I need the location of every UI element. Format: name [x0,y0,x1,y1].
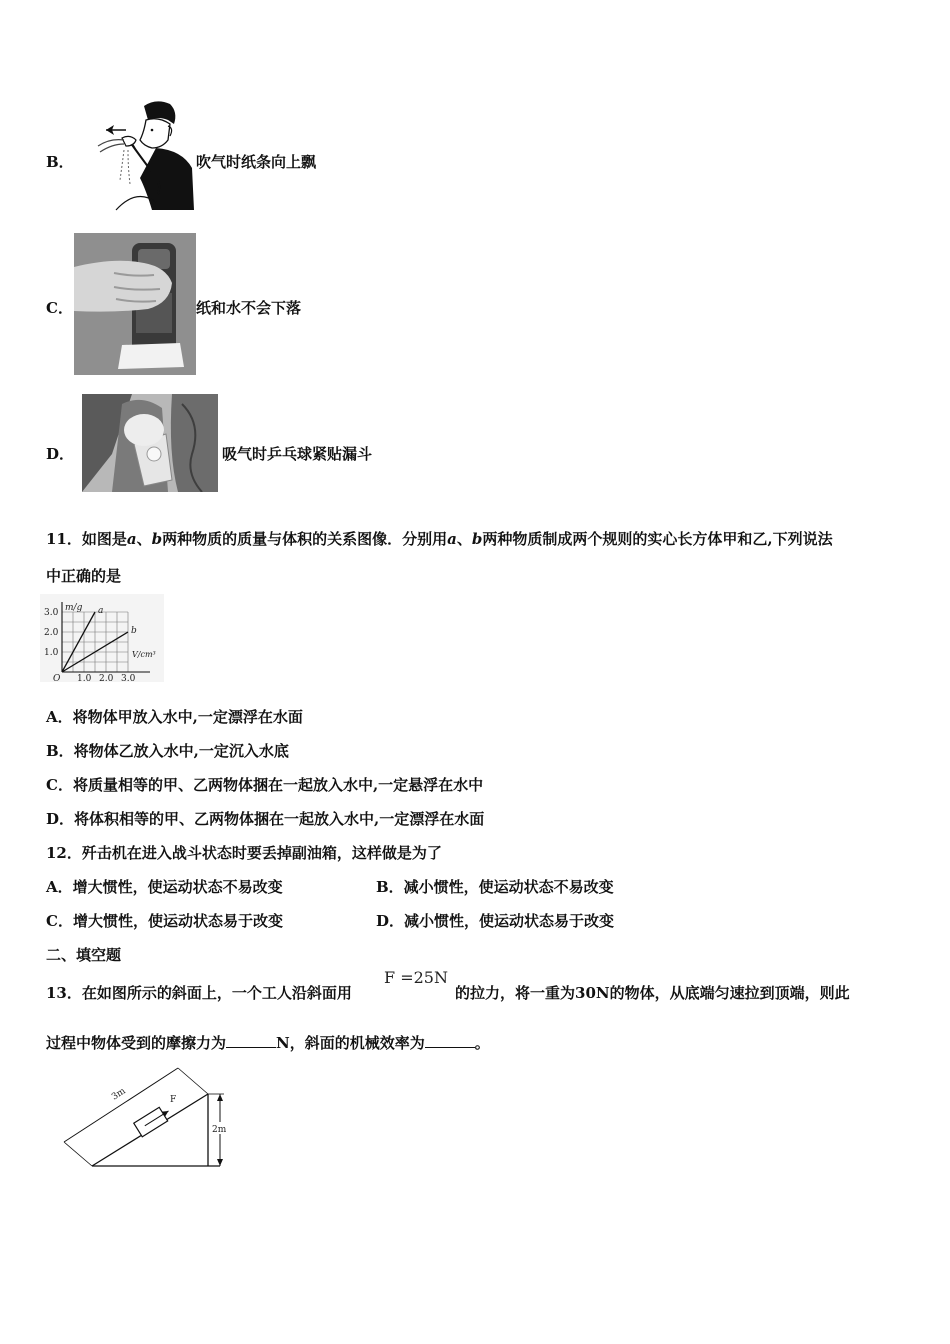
x-tick-label: 3.0 [121,674,136,682]
origin-label: O [53,674,61,682]
q12-option-b[interactable]: B．减小惯性，使运动状态不易改变 [376,878,614,896]
x-tick-label: 1.0 [77,674,92,682]
series-label-b: b [131,626,137,636]
y-tick-label: 2.0 [44,628,59,638]
block-on-incline [134,1104,173,1137]
q13-formula: F =25N [384,968,448,987]
length-label: 3m [110,1086,128,1103]
series-label-a: a [98,606,104,616]
q11-option-b[interactable]: B．将物体乙放入水中,一定沉入水底 [46,742,289,760]
force-label: F [170,1095,177,1105]
q11-option-a[interactable]: A．将物体甲放入水中,一定漂浮在水面 [46,708,303,726]
q13-stem-part2: 的拉力，将一重为30N的物体，从底端匀速拉到顶端，则此 [455,984,850,1002]
q13-stem-line2: 过程中物体受到的摩擦力为 N，斜面的机械效率为 。 [46,1034,490,1052]
q11-option-c[interactable]: C．将质量相等的甲、乙两物体捆在一起放入水中,一定悬浮在水中 [46,776,484,794]
q12-option-c[interactable]: C．增大惯性，使运动状态易于改变 [46,912,283,930]
q11-stem-line2: 中正确的是 [46,567,122,585]
option-b-letter: B． [46,153,74,171]
option-c-letter: C． [46,299,73,317]
q12-option-a[interactable]: A．增大惯性，使运动状态不易改变 [46,878,283,896]
inverted-cup-photo [74,233,196,375]
x-tick-label: 2.0 [99,674,114,682]
option-c-caption: 纸和水不会下落 [196,299,302,317]
q13-stem-part1: 13．在如图所示的斜面上，一个工人沿斜面用 [46,984,352,1002]
option-d-caption: 吸气时乒乓球紧贴漏斗 [222,445,373,463]
boy-blowing-image [96,98,198,214]
x-axis-label: V/cm³ [132,650,156,659]
q12-stem: 12．歼击机在进入战斗状态时要丢掉副油箱，这样做是为了 [46,844,442,862]
y-tick-label: 3.0 [44,608,59,618]
funnel-ball-photo [82,394,218,492]
answer-blank-friction[interactable] [226,1033,276,1048]
y-axis-label: m/g [65,603,83,613]
answer-blank-efficiency[interactable] [425,1033,475,1048]
mass-volume-chart [40,594,164,682]
option-b-caption: 吹气时纸条向上飘 [196,153,317,171]
q11-option-d[interactable]: D．将体积相等的甲、乙两物体捆在一起放入水中,一定漂浮在水面 [46,810,485,828]
q12-option-d[interactable]: D．减小惯性，使运动状态易于改变 [376,912,615,930]
length-dimension-line [64,1068,178,1142]
incline-figure [56,1060,226,1172]
height-label: 2m [212,1125,226,1135]
y-tick-label: 1.0 [44,648,59,658]
q11-stem-line1: 11．如图是a、b两种物质的质量与体积的关系图像．分别用a、b两种物质制成两个规则的实心长方体甲和乙,下列说法 [46,530,833,548]
option-d-letter: D． [46,445,75,463]
section-heading: 二、填空题 [46,946,122,964]
